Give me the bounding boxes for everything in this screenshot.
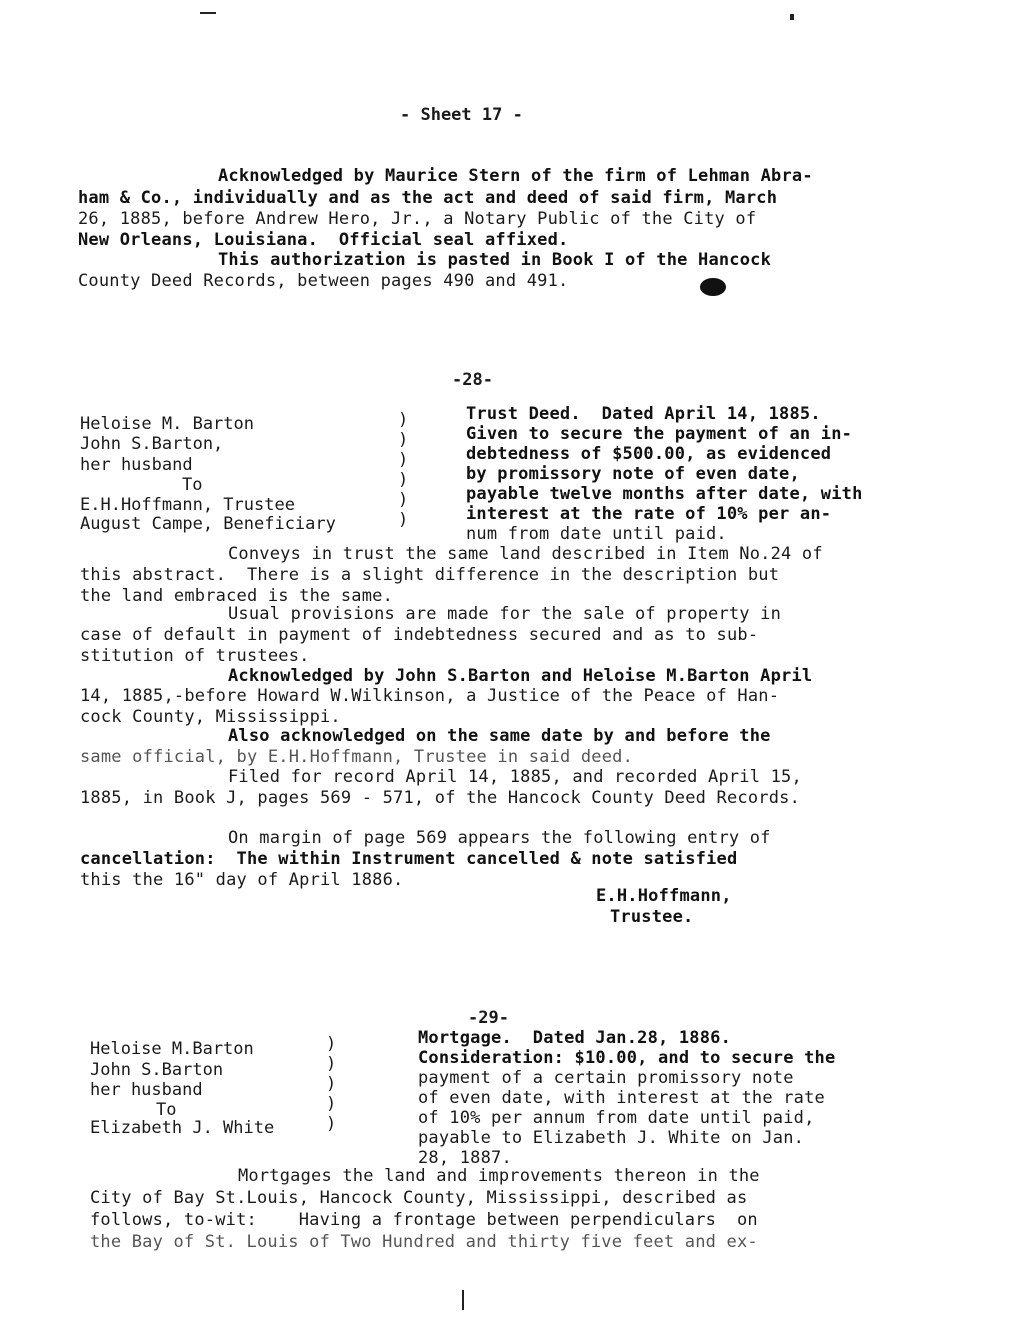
bracket: ) bbox=[326, 1074, 337, 1094]
text-line: New Orleans, Louisiana. Official seal affixed. bbox=[78, 230, 569, 250]
scan-mark bbox=[200, 12, 216, 14]
text-line: Also acknowledged on the same date by and before the bbox=[228, 726, 771, 746]
description-line: payable to Elizabeth J. White on Jan. bbox=[418, 1128, 805, 1148]
text-line: This authorization is pasted in Book I of the Hancock bbox=[218, 250, 772, 270]
bracket: ) bbox=[398, 470, 409, 490]
text-line: City of Bay St.Louis, Hancock County, Mississippi, described as bbox=[90, 1188, 748, 1208]
item-number: -28- bbox=[452, 370, 493, 390]
text-line: On margin of page 569 appears the following entry of bbox=[228, 828, 771, 848]
party-line: Elizabeth J. White bbox=[90, 1118, 275, 1138]
text-line: cancellation: The within Instrument cancelled & note satisfied bbox=[80, 849, 738, 869]
bracket: ) bbox=[398, 430, 409, 450]
text-line: stitution of trustees. bbox=[80, 646, 310, 666]
description-line: of even date, with interest at the rate bbox=[418, 1088, 825, 1108]
party-line: August Campe, Beneficiary bbox=[80, 514, 336, 534]
description-line: payment of a certain promissory note bbox=[418, 1068, 794, 1088]
description-line: payable twelve months after date, with bbox=[466, 484, 863, 504]
bracket: ) bbox=[326, 1094, 337, 1114]
party-line: John S.Barton bbox=[90, 1060, 224, 1080]
party-line: Heloise M.Barton bbox=[90, 1039, 254, 1059]
description-line: Trust Deed. Dated April 14, 1885. bbox=[466, 404, 821, 424]
text-line: Acknowledged by John S.Barton and Heloise M.Barton April bbox=[228, 666, 813, 686]
description-line: Consideration: $10.00, and to secure the bbox=[418, 1048, 836, 1068]
text-line: 14, 1885,-before Howard W.Wilkinson, a Justice of the Peace of Han- bbox=[80, 686, 780, 706]
bracket: ) bbox=[398, 410, 409, 430]
text-line: same official, by E.H.Hoffmann, Trustee in said deed. bbox=[80, 747, 634, 767]
signature-name: E.H.Hoffmann, bbox=[596, 886, 732, 906]
text-line: 1885, in Book J, pages 569 - 571, of the Hancock County Deed Records. bbox=[80, 788, 801, 808]
text-line: the Bay of St. Louis of Two Hundred and thirty five feet and ex- bbox=[90, 1232, 758, 1252]
description-line: debtedness of $500.00, as evidenced bbox=[466, 444, 832, 464]
party-line: Heloise M. Barton bbox=[80, 414, 254, 434]
text-line: 26, 1885, before Andrew Hero, Jr., a Notary Public of the City of bbox=[78, 209, 757, 229]
text-line: this the 16" day of April 1886. bbox=[80, 870, 404, 890]
description-line: 28, 1887. bbox=[418, 1148, 512, 1168]
text-line: follows, to-wit: Having a frontage between perpendiculars on bbox=[90, 1210, 758, 1230]
bracket: ) bbox=[326, 1034, 337, 1054]
text-line: ham & Co., individually and as the act and deed of said firm, March bbox=[78, 188, 778, 208]
text-line: this abstract. There is a slight difference in the description but bbox=[80, 565, 780, 585]
description-line: num from date until paid. bbox=[466, 524, 727, 544]
text-line: Acknowledged by Maurice Stern of the firm of Lehman Abra- bbox=[218, 166, 813, 186]
text-line: Mortgages the land and improvements thereon in the bbox=[238, 1166, 760, 1186]
description-line: Given to secure the payment of an in- bbox=[466, 424, 853, 444]
bracket: ) bbox=[398, 510, 409, 530]
text-line: Filed for record April 14, 1885, and recorded April 15, bbox=[228, 767, 802, 787]
bracket: ) bbox=[326, 1114, 337, 1134]
description-line: interest at the rate of 10% per an- bbox=[466, 504, 832, 524]
item-number: -29- bbox=[468, 1008, 509, 1028]
description-line: Mortgage. Dated Jan.28, 1886. bbox=[418, 1028, 732, 1048]
text-line: Usual provisions are made for the sale of property in bbox=[228, 604, 782, 624]
description-line: by promissory note of even date, bbox=[466, 464, 800, 484]
description-line: of 10% per annum from date until paid, bbox=[418, 1108, 815, 1128]
bracket: ) bbox=[398, 490, 409, 510]
party-line: John S.Barton, bbox=[80, 434, 224, 454]
bracket: ) bbox=[326, 1054, 337, 1074]
text-line: Conveys in trust the same land described in Item No.24 of bbox=[228, 544, 823, 564]
sheet-header: - Sheet 17 - bbox=[400, 105, 523, 125]
party-line: her husband bbox=[90, 1080, 203, 1100]
party-line: her husband bbox=[80, 455, 193, 475]
scan-mark bbox=[462, 1290, 464, 1310]
text-line: cock County, Mississippi. bbox=[80, 707, 341, 727]
party-line: To bbox=[182, 475, 203, 495]
scan-mark bbox=[790, 14, 794, 20]
ink-blot bbox=[700, 278, 726, 296]
text-line: case of default in payment of indebtedness secured and as to sub- bbox=[80, 625, 759, 645]
bracket: ) bbox=[398, 450, 409, 470]
text-line: County Deed Records, between pages 490 and 491. bbox=[78, 271, 569, 291]
party-line: To bbox=[156, 1100, 177, 1120]
text-line: the land embraced is the same. bbox=[80, 586, 394, 606]
signature-title: Trustee. bbox=[610, 907, 694, 927]
party-line: E.H.Hoffmann, Trustee bbox=[80, 495, 295, 515]
